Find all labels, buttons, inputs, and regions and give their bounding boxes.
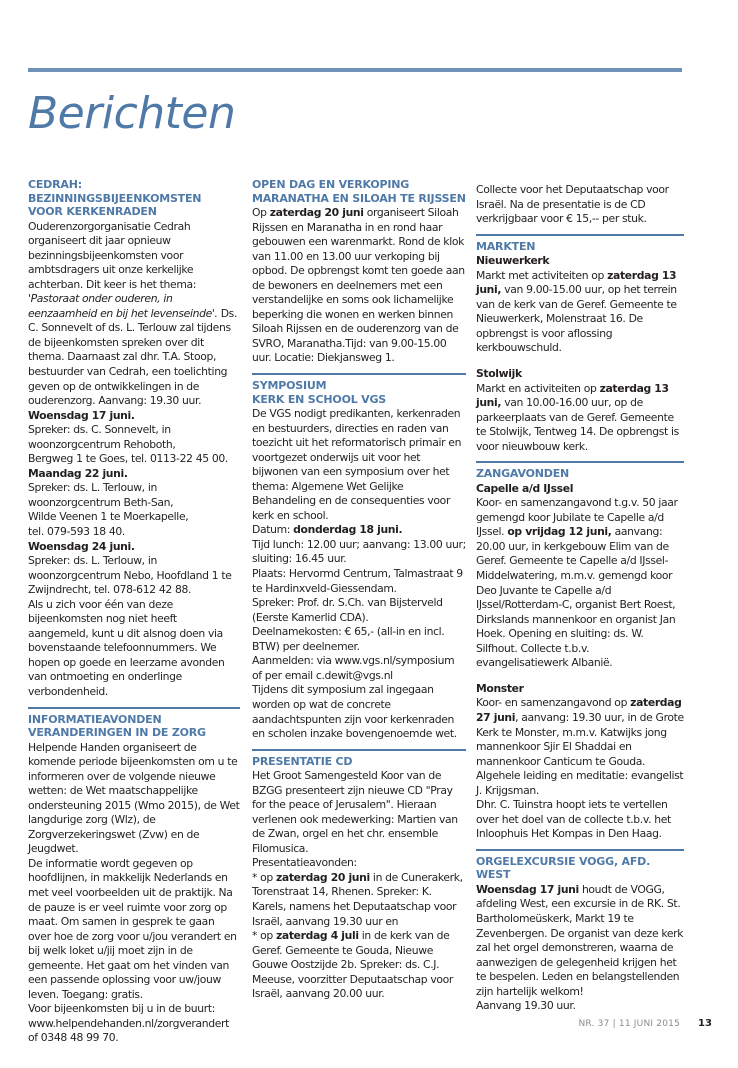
- event-item: * op zaterdag 4 juli in de kerk van de Geref. Gemeente te Gouda, Nieuwe Gouwe Oostzijde 2b. Spreker: ds. C.J. Meeuse, voorzitter Deputaatschap voor Israël, aanvang 20.00 uur.: [252, 929, 454, 1001]
- article-informatieavonden: [28, 707, 240, 1046]
- event-address: Wilde Veenen 1 te Moerkapelle,: [28, 510, 189, 524]
- article-orgelexcursie: [476, 849, 684, 1014]
- event-speaker: Spreker: Prof. dr. S.Ch. van Bijsterveld (Eerste Kamerlid CDA).: [252, 596, 443, 624]
- article-heading: SYMPOSIUM KERK EN SCHOOL VGS: [252, 379, 387, 406]
- article-text: De VGS nodigt predikanten, kerkenraden en bestuurders, directies en raden van toezicht uit het reformatorisch primair en voortgezet onderwijs uit voor het bijwonen van een symposium over het thema: Algemene Wet Gelijke Behandeling en de consequenties voor kerk en school.: [252, 407, 462, 522]
- article-text: Op zaterdag 20 juni organiseert Siloah Rijssen en Maranatha in en rond haar gebouwen een warenmarkt. Rond de klok van 11.00 en 13.00 uur verkoping bij opbod. De opbrengst komt ten goede aan de bewoners en deelnemers met een verstandelijke en soms ook lichamelijke beperking die wonen en werken binnen Siloah Rijssen en de ouderenzorg van de SVRO, Maranatha.Tijd: van 9.00-15.00 uur. Locatie: Diekjansweg 1.: [252, 206, 465, 365]
- article-text: Woensdag 17 juni houdt de VOGG, afdeling West, een excursie in de RK. St. Bartholomeüskerk, Markt 19 te Zevenbergen. De organist van deze kerk zal het orgel demonstreren, waarna de aanwezigen de gelegenheid krijgen het te bespelen. Leden en belangstellenden zijn hartelijk welkom!: [476, 882, 684, 998]
- subheading: Stolwijk: [476, 366, 522, 380]
- article-open-dag: [252, 178, 466, 366]
- article-presentatie-cd-cont: [476, 183, 684, 227]
- article-text: Voor bijeenkomsten bij u in de buurt: www.helpendehanden.nl/zorgverandert of 0348 48 99 70.: [28, 1002, 230, 1045]
- event-register: Aanmelden: via www.vgs.nl/symposium of per email c.dewit@vgs.nl: [252, 654, 455, 682]
- article-text: Het Groot Samengesteld Koor van de BZGG presenteert zijn nieuwe CD "Pray for the peace of Jerusalem". Hieraan verlenen ook medewerking: Martien van de Zwan, orgel en het chr. ensemble Filomusica.: [252, 769, 458, 855]
- top-rule: [28, 68, 682, 72]
- article-text: De informatie wordt gegeven op hoofdlijnen, in makkelijk Nederlands en met veel voorbeelden uit de praktijk. Na de pauze is er veel ruimte voor zorg op maat. Om samen in gesprek te gaan over hoe de zorg voor u/jou verandert en bij welk loket u/jij moet zijn in de gemeente. Het gaat om het vinden van een passende oplossing voor uw/jouw leven. Toegang: gratis.: [28, 856, 237, 1001]
- event-phone: tel. 079-593 18 40.: [28, 524, 125, 538]
- article-text: Markt en activiteiten op zaterdag 13 juni, van 10.00-16.00 uur, op de parkeerplaats van de Geref. Gemeente te Stolwijk, Tentweg 14. De opbrengst is voor nieuwbouw kerk.: [476, 381, 679, 453]
- article-heading: ZANGAVONDEN: [476, 467, 570, 481]
- subheading: Nieuwerkerk: [476, 254, 550, 268]
- event-time: Tijd lunch: 12.00 uur; aanvang: 13.00 uur; sluiting: 16.45 uur.: [252, 537, 466, 566]
- article-text: Dhr. C. Tuinstra hoopt iets te vertellen over het doel van de collecte t.b.v. het Inloophuis Het Kompas in Den Haag.: [476, 798, 671, 841]
- article-heading: PRESENTATIE CD: [252, 754, 353, 768]
- article-symposium: [252, 373, 466, 742]
- article-text: Collecte voor het Deputaatschap voor Israël. Na de presentatie is de CD verkrijgbaar voor € 15,-- per stuk.: [476, 183, 669, 226]
- event-place: Plaats: Hervormd Centrum, Talmastraat 9 te Hardinxveld-Giessendam.: [252, 567, 463, 595]
- event-date: Datum: donderdag 18 juni.: [252, 523, 403, 537]
- article-presentatie-cd: [252, 749, 466, 1002]
- event-address: Bergweg 1 te Goes, tel. 0113-22 45 00.: [28, 452, 228, 466]
- article-heading: INFORMATIEAVONDEN VERANDERINGEN IN DE ZORG: [28, 712, 206, 740]
- event-date: Maandag 22 juni.: [28, 466, 128, 480]
- column-3: [476, 183, 684, 1014]
- article-markten: [476, 234, 684, 455]
- article-text: Markt met activiteiten op zaterdag 13 juni, van 9.00-15.00 uur, op het terrein van de kerk van de Geref. Gemeente te Nieuwerkerk, Molenstraat 16. De opbrengst is voor aflossing kerkbouwschuld.: [476, 268, 677, 355]
- issue-info: NR. 37 | 11 JUNI 2015: [578, 1019, 680, 1029]
- article-heading: CEDRAH: BEZINNINGSBIJEENKOMSTEN VOOR KERKENRADEN: [28, 178, 202, 218]
- article-heading: OPEN DAG EN VERKOPING MARANATHA EN SILOAH TE RIJSSEN: [252, 178, 466, 205]
- event-item: * op zaterdag 20 juni in de Cunerakerk, Torenstraat 14, Rhenen. Spreker: K. Karels, namens het Deputaatschap voor Israël, aanvang 19.30 uur en: [252, 870, 463, 928]
- article-text: Koor- en samenzangavond op zaterdag 27 juni, aanvang: 19.30 uur, in de Grote Kerk te Monster, m.m.v. Katwijks jong mannenkoor Sjir El Shaddai en mannenkoor Canticum te Gouda. Algehele leiding en meditatie: evangelist J. Krijgsman.: [476, 696, 684, 797]
- event-date: Woensdag 17 juni.: [28, 408, 135, 422]
- subheading: Capelle a/d IJssel: [476, 481, 574, 495]
- event-time: Aanvang 19.30 uur.: [476, 999, 576, 1013]
- event-text: Spreker: ds. C. Sonnevelt, in woonzorgcentrum Rehoboth,: [28, 423, 176, 451]
- article-zangavonden: [476, 461, 684, 842]
- article-text: Presentatieavonden:: [252, 856, 357, 870]
- page-number: 13: [698, 1018, 712, 1029]
- event-text: Spreker: ds. L. Terlouw, in woonzorgcentrum Nebo, Hoofdland 1 te Zwijndrecht, tel. 078-612 42 88.: [28, 554, 232, 597]
- article-text: Ouderenzorgorganisatie Cedrah organiseert dit jaar opnieuw bezinningsbijeenkomsten voor ambtsdragers uit onze kerkelijke achterban. Dit keer is het thema: 'Pastoraat onder ouderen, in eenzaamheid en bij het levenseinde'. Ds. C. Sonnevelt of ds. L. Terlouw zal tijdens de bijeenkomsten spreken over dit thema. Daarnaast zal dhr. T.A. Stoop, bestuurder van Cedrah, een toelichting geven op de ontwikkelingen in de ouderenzorg. Aanvang: 19.30 uur.: [28, 219, 238, 408]
- event-date: Woensdag 24 juni.: [28, 539, 135, 553]
- column-2: [252, 178, 466, 1002]
- article-text: Helpende Handen organiseert de komende periode bijeenkomsten om u te informeren over de volgende nieuwe wetten: de Wet maatschappelijke ondersteuning 2015 (Wmo 2015), de Wet langdurige zorg (Wlz), de Zorgverzekeringswet (Zvw) en de Jeugdwet.: [28, 740, 240, 856]
- article-text: Koor- en samenzangavond t.g.v. 50 jaar gemengd koor Jubilate te Capelle a/d IJssel. op vrijdag 12 juni, aanvang: 20.00 uur, in kerkgebouw Elim van de Geref. Gemeente te Capelle a/d IJssel-Middelwatering, m.m.v. gemengd koor Deo Juvante te Capelle a/d IJssel/Rotterdam-C, organist Bert Roest, Dirkslands mannenkoor en organist Jan Hoek. Opening en sluiting: ds. W. Silfhout. Collecte t.b.v. evangelisatiewerk Albanië.: [476, 496, 678, 670]
- column-1: [28, 178, 240, 1046]
- article-cedrah: [28, 178, 240, 700]
- subheading: Monster: [476, 681, 524, 695]
- article-text: Tijdens dit symposium zal ingegaan worden op wat de concrete aandachtspunten zijn voor kerkenraden en scholen inzake bovengenoemde wet.: [252, 683, 457, 741]
- article-heading: MARKTEN: [476, 239, 536, 253]
- article-heading: ORGELEXCURSIE VOGG, AFD. WEST: [476, 854, 651, 882]
- event-cost: Deelnamekosten: € 65,- (all-in en incl. BTW) per deelnemer.: [252, 625, 445, 653]
- article-text: Als u zich voor één van deze bijeenkomsten nog niet heeft aangemeld, kunt u dit alsnog doen via bovenstaande telefoonnummers. We hopen op goede en leerzame avonden van ontmoeting en onderlinge verbondenheid.: [28, 597, 225, 698]
- page-title: Berichten: [28, 88, 236, 139]
- event-text: Spreker: ds. L. Terlouw, in woonzorgcentrum Beth-San,: [28, 481, 174, 509]
